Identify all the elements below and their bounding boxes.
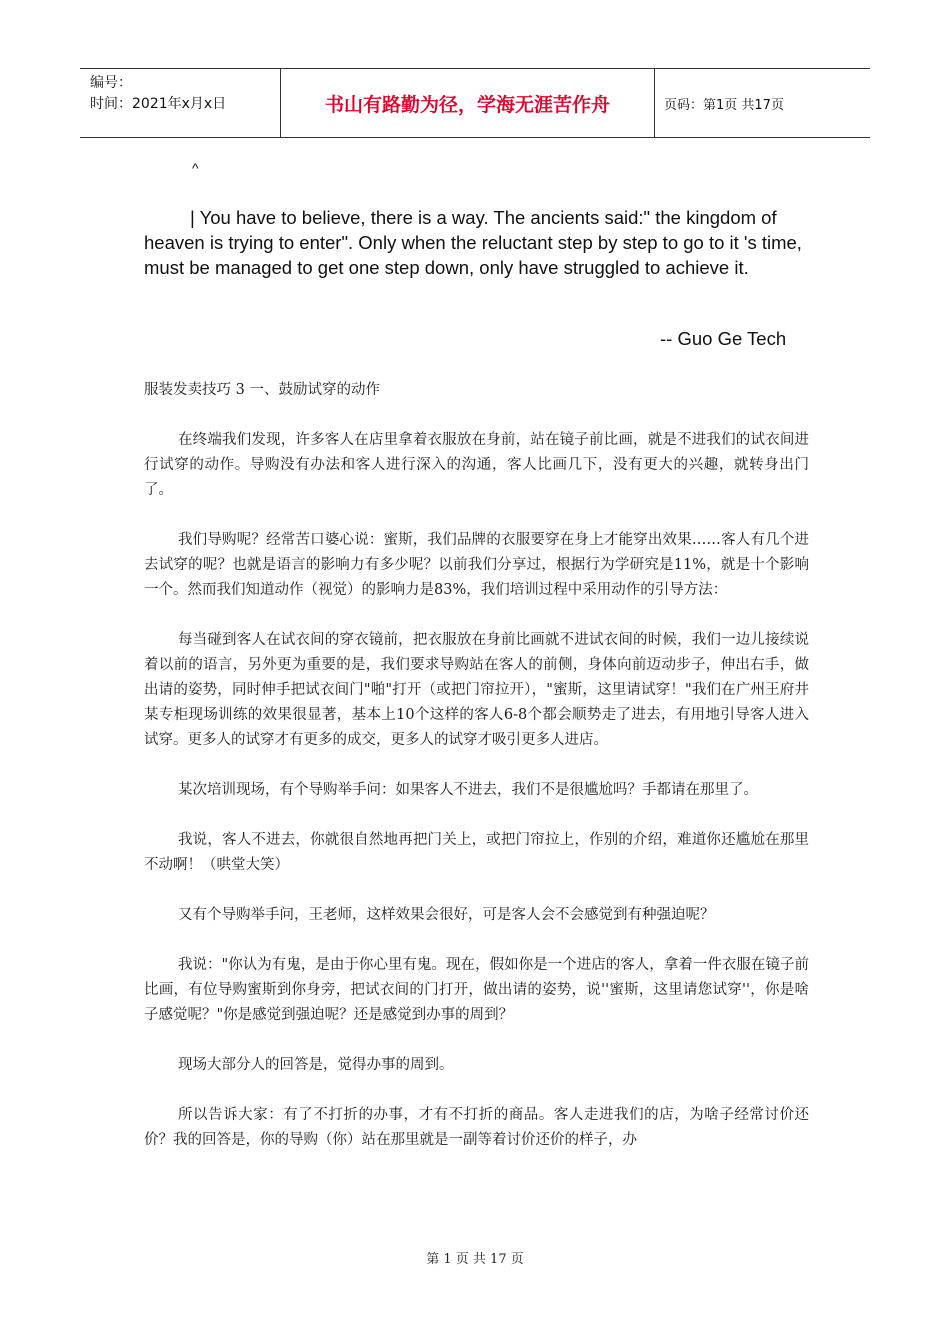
quote-author: -- Guo Ge Tech xyxy=(660,328,787,349)
page-footer: 第 1 页 共 17 页 xyxy=(426,1252,524,1267)
caret-mark: ^ xyxy=(192,160,199,176)
header-motto-cell xyxy=(281,69,655,137)
paragraph: 某次培训现场，有个导购举手问：如果客人不进去，我们不是很尴尬吗？手都请在那里了。 xyxy=(178,782,758,798)
header-time-label: 时间：2021年x月x日 xyxy=(90,96,227,112)
document-header xyxy=(80,68,870,138)
paragraph: 在终端我们发现，许多客人在店里拿着衣服放在身前，站在镜子前比画，就是不进我们的试衣间进行试穿的动作。导购没有办法和客人进行深入的沟通，客人比画几下，没有更大的兴趣，就转身出门了。 xyxy=(144,432,809,498)
article-title: 服装发卖技巧 3 一、鼓励试穿的动作 xyxy=(144,382,380,398)
paragraph: 所以告诉大家：有了不打折的办事，才有不打折的商品。客人走进我们的店，为啥子经常讨价还价？我的回答是，你的导购（你）站在那里就是一副等着讨价还价的样子，办 xyxy=(144,1107,809,1148)
header-meta xyxy=(80,69,281,137)
header-number-label: 编号： xyxy=(90,75,132,91)
paragraph: 我们导购呢？经常苦口婆心说：蜜斯，我们品牌的衣服要穿在身上才能穿出效果……客人有几个进去试穿的呢？也就是语言的影响力有多少呢？以前我们分享过，根据行为学研究是11%，就是十个影响一个。然而我们知道动作（视觉）的影响力是83%，我们培训过程中采用动作的引导方法： xyxy=(144,532,809,598)
paragraph: 我说："你认为有鬼，是由于你心里有鬼。现在，假如你是一个进店的客人，拿着一件衣服在镜子前比画，有位导购蜜斯到你身旁，把试衣间的门打开，做出请的姿势，说''蜜斯，这里请您试穿''，你是啥子感觉呢？"你是感觉到强迫呢？还是感觉到办事的周到？ xyxy=(144,957,809,1023)
paragraph: 现场大部分人的回答是，觉得办事的周到。 xyxy=(178,1057,454,1073)
quote-text: | You have to believe, there is a way. The ancients said:" the kingdom of heaven is trying to enter". Only when the reluctant step by step to go to it 's time, must be managed to get one step down, only have struggled to achieve it. xyxy=(144,207,802,278)
header-motto: 书山有路勤为径，学海无涯苦作舟 xyxy=(324,93,610,116)
paragraph: 我说，客人不进去，你就很自然地再把门关上，或把门帘拉上，作别的介绍，难道你还尴尬在那里不动啊！（哄堂大笑） xyxy=(144,832,809,873)
article-body xyxy=(144,378,809,1178)
paragraph: 又有个导购举手问，王老师，这样效果会很好，可是客人会不会感觉到有种强迫呢？ xyxy=(178,907,715,923)
header-page-info: 页码：第1页 共17页 xyxy=(664,97,784,113)
quote-block xyxy=(144,205,804,280)
paragraph: 每当碰到客人在试衣间的穿衣镜前，把衣服放在身前比画就不进试衣间的时候，我们一边儿接续说着以前的语言，另外更为重要的是，我们要求导购站在客人的前侧，身体向前迈动步子，伸出右手，做出请的姿势，同时伸手把试衣间门"啪"打开（或把门帘拉开），"蜜斯，这里请试穿！"我们在广州王府井某专柜现场训练的效果很显著，基本上10个这样的客人6-8个都会顺势走了进去，有用地引导客人进入试穿。更多人的试穿才有更多的成交，更多人的试穿才吸引更多人进店。 xyxy=(144,632,809,748)
